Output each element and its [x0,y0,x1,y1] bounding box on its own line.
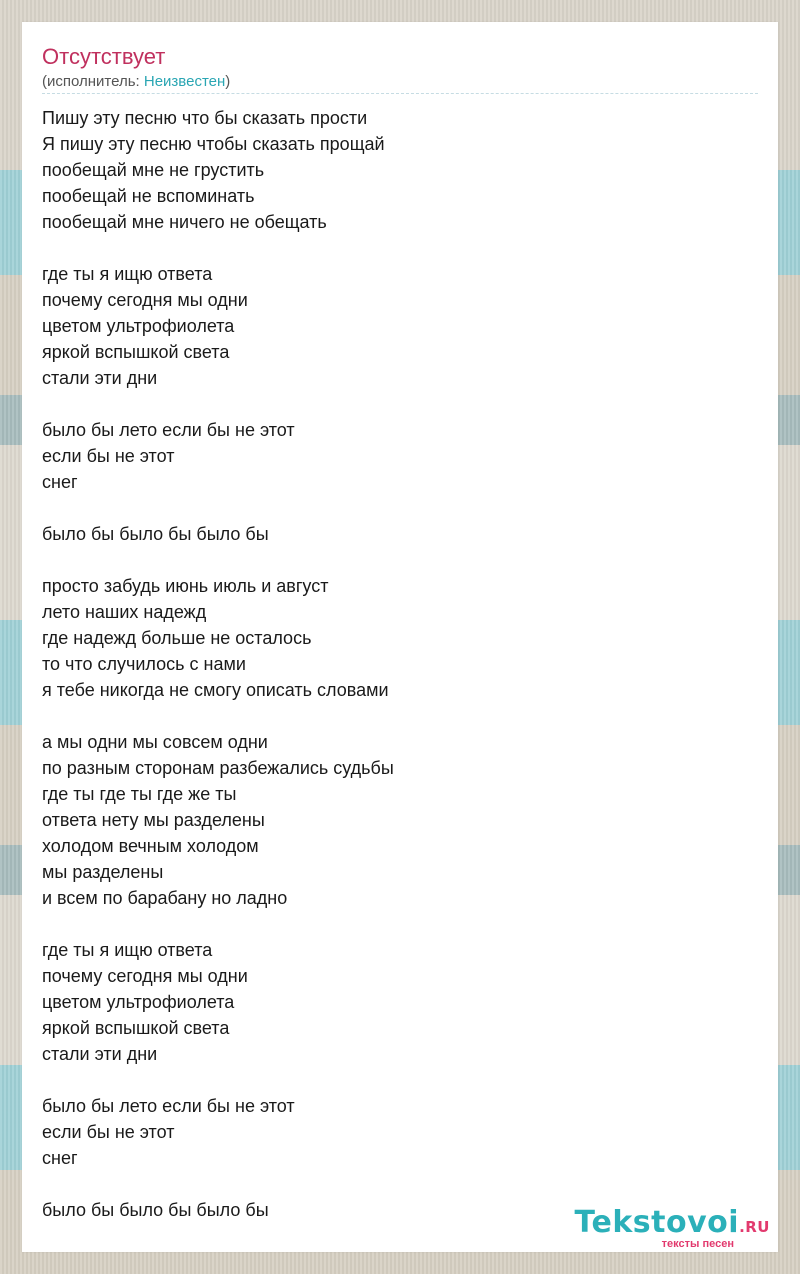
stanza-break [42,391,758,417]
song-title: Отсутствует [42,44,166,69]
performer-suffix: ) [225,73,231,90]
lyric-line: было бы было бы было бы [42,524,269,544]
lyric-line: то что случилось с нами [42,654,246,674]
lyric-line: пообещай мне ничего не обещать [42,212,327,232]
lyric-line: стали эти дни [42,368,158,388]
lyric-line: было бы лето если бы не этот [42,420,295,440]
lyric-line: если бы не этот [42,1122,175,1142]
stanza-break [42,235,758,261]
lyric-line: ответа нету мы разделены [42,810,265,830]
lyric-line: стали эти дни [42,1044,158,1064]
lyric-line: холодом вечным холодом [42,836,259,856]
stanza-break [42,703,758,729]
lyric-line: цветом ультрофиолета [42,992,235,1012]
lyric-line: пообещай не вспоминать [42,186,255,206]
lyric-line: Пишу эту песню что бы сказать прости [42,108,368,128]
lyric-line: по разным сторонам разбежались судьбы [42,758,394,778]
lyric-line: почему сегодня мы одни [42,290,248,310]
performer-link[interactable]: Неизвестен [143,73,226,90]
performer-line [42,73,230,91]
site-logo[interactable] [560,1206,770,1250]
lyrics-text [42,105,758,1223]
lyric-line: яркой вспышкой света [42,342,230,362]
stanza-break [42,1067,758,1093]
lyric-line: лето наших надежд [42,602,207,622]
performer-prefix: (исполнитель: [42,73,144,90]
stanza-break [42,1171,758,1197]
lyric-line: а мы одни мы совсем одни [42,732,268,752]
logo-tagline: тексты песен [661,1238,734,1250]
stanza-break [42,547,758,573]
lyric-line: где ты я ищю ответа [42,940,213,960]
lyric-line: было бы лето если бы не этот [42,1096,295,1116]
logo-tld: .RU [739,1218,770,1236]
stanza-break [42,911,758,937]
lyric-line: я тебе никогда не смогу описать словами [42,680,389,700]
lyric-line: пообещай мне не грустить [42,160,265,180]
lyric-line: снег [42,472,78,492]
lyric-line: просто забудь июнь июль и август [42,576,329,596]
lyric-line: Я пишу эту песню чтобы сказать прощай [42,134,385,154]
stanza-break [42,495,758,521]
logo-name: Tekstovoi [574,1205,740,1240]
lyric-line: было бы было бы было бы [42,1200,269,1220]
lyric-line: мы разделены [42,862,164,882]
lyric-line: где ты я ищю ответа [42,264,213,284]
lyric-line: где ты где ты где же ты [42,784,237,804]
title-divider [42,93,758,94]
lyric-line: и всем по барабану но ладно [42,888,288,908]
lyric-line: снег [42,1148,78,1168]
lyric-line: почему сегодня мы одни [42,966,248,986]
lyrics-card [22,22,778,1252]
lyric-line: яркой вспышкой света [42,1018,230,1038]
lyric-line: где надежд больше не осталось [42,628,312,648]
lyric-line: цветом ультрофиолета [42,316,235,336]
lyric-line: если бы не этот [42,446,175,466]
